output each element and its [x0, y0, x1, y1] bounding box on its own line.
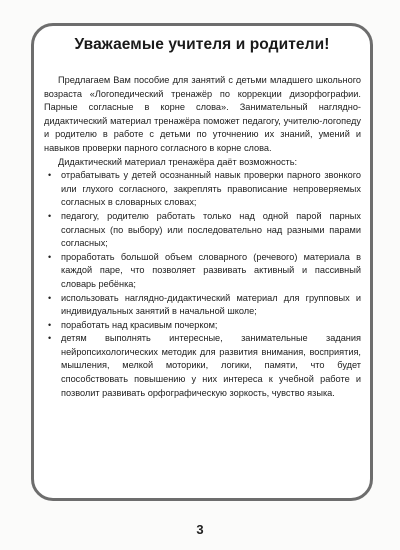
- intro-paragraph: Предлагаем Вам пособие для занятий с детьми младшего школьного возраста «Логопедический тренажёр по коррекции дизорфографии. Парные согласные в корне слова». Занимательный наглядно-дидактический материал тренажёра поможет педагогу, учителю-логопеду и родителю в работе с детьми по уточнению их знаний, умений и навыков проверки парного согласного в корне слова.: [44, 75, 361, 153]
- bullet-icon: •: [48, 210, 52, 221]
- list-item: • отрабатывать у детей осознанный навык проверки парного звонкого или глухого согласного, закреплять правописание непроверяемых согласных в словарных словах;: [48, 170, 361, 208]
- bullet-icon: •: [48, 333, 52, 344]
- page-number: 3: [196, 522, 204, 537]
- list-item: • проработать большой объем словарного (речевого) материала в каждой паре, что позволяет развивать активный и пассивный словарь ребёнка;: [48, 251, 361, 289]
- bullet-icon: •: [48, 170, 52, 181]
- lead-paragraph: Дидактический материал тренажёра даёт возможность:: [58, 156, 298, 167]
- bullet-icon: •: [48, 292, 52, 303]
- bullet-list: [44, 169, 361, 400]
- page-title: Уважаемые учителя и родители!: [74, 36, 330, 53]
- list-item: • поработать над красивым почерком;: [44, 319, 361, 333]
- bullet-icon: •: [48, 251, 52, 262]
- body-text: [44, 74, 361, 400]
- list-item: • детям выполнять интересные, занимательные задания нейропсихологических методик для развития внимания, восприятия, мышления, мелкой моторики, логики, памяти, что будет способствовать повышению у них интереса к учебной работе и позволит развивать орфографическую зоркость, чувство языка.: [48, 333, 361, 398]
- list-item: • использовать наглядно-дидактический материал для групповых и индивидуальных занятий в начальной школе;: [48, 292, 361, 317]
- bullet-icon: •: [48, 319, 52, 330]
- list-item: • педагогу, родителю работать только над одной парой парных согласных (по выбору) или последовательно над разными парами согласных;: [48, 210, 361, 249]
